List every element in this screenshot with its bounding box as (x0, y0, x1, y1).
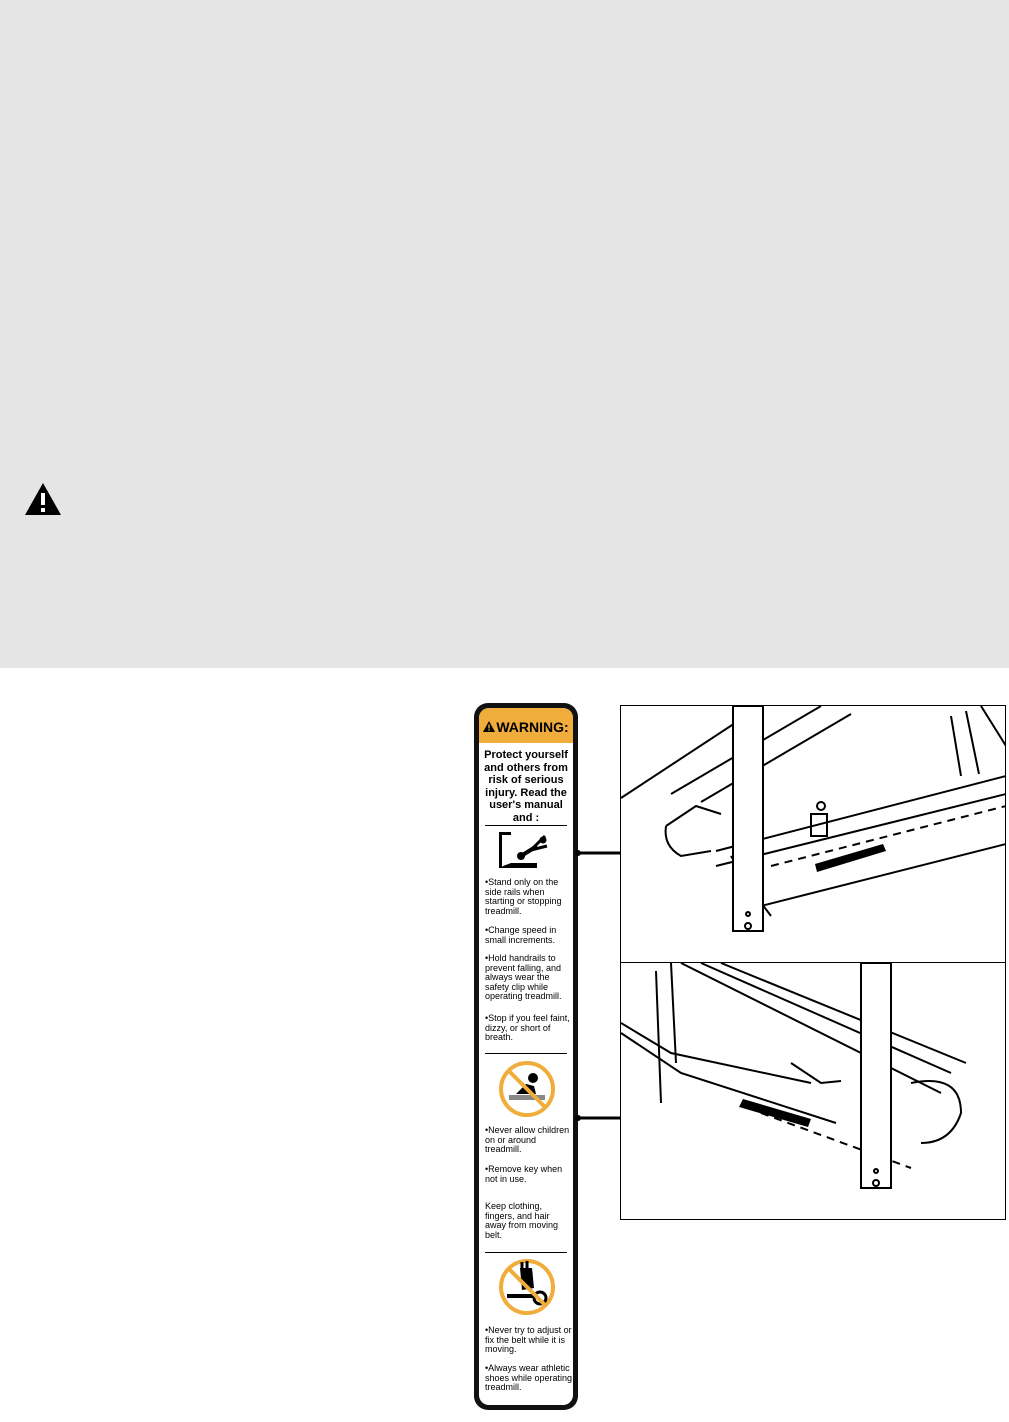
decal-divider (485, 1252, 567, 1253)
decal-bullet: •Remove key when not in use. (485, 1164, 563, 1184)
decal-bullet: •Change speed in small increments. (485, 925, 557, 945)
decal-bullet: •Never allow children on or around treadmill. (485, 1125, 570, 1154)
decal-bullet: •Stop if you feel faint, dizzy, or short of breath. (485, 1013, 570, 1042)
decal-divider (485, 825, 567, 826)
treadmill-diagram-left-side (620, 705, 1006, 963)
warning-decal (474, 703, 578, 1410)
treadmill-fall-pictogram (497, 830, 557, 872)
decal-bullet: •Stand only on the side rails when starting or stopping treadmill. (485, 877, 562, 916)
caution-panel (0, 0, 1009, 668)
no-hand-pictogram (498, 1258, 556, 1316)
decal-heading (479, 708, 573, 743)
caution-warning-icon (24, 482, 62, 516)
no-children-pictogram (498, 1060, 556, 1118)
decal-bullet: •Never try to adjust or fix the belt while it is moving. (485, 1325, 572, 1354)
decal-divider (485, 1053, 567, 1054)
decal-heading-text: WARNING: (496, 718, 569, 735)
warning-triangle-icon (483, 721, 495, 732)
decal-bullet: •Hold handrails to prevent falling, and always wear the safety clip while operating treadmill. (485, 953, 562, 1001)
decal-intro: Protect yourself and others from risk of serious injury. Read the user's manual and : (484, 749, 568, 824)
decal-bullet: Keep clothing, fingers, and hair away from moving belt. (485, 1201, 559, 1240)
decal-bullet: •Always wear athletic shoes while operating treadmill. (485, 1363, 573, 1392)
treadmill-diagram-right-side (620, 962, 1006, 1220)
